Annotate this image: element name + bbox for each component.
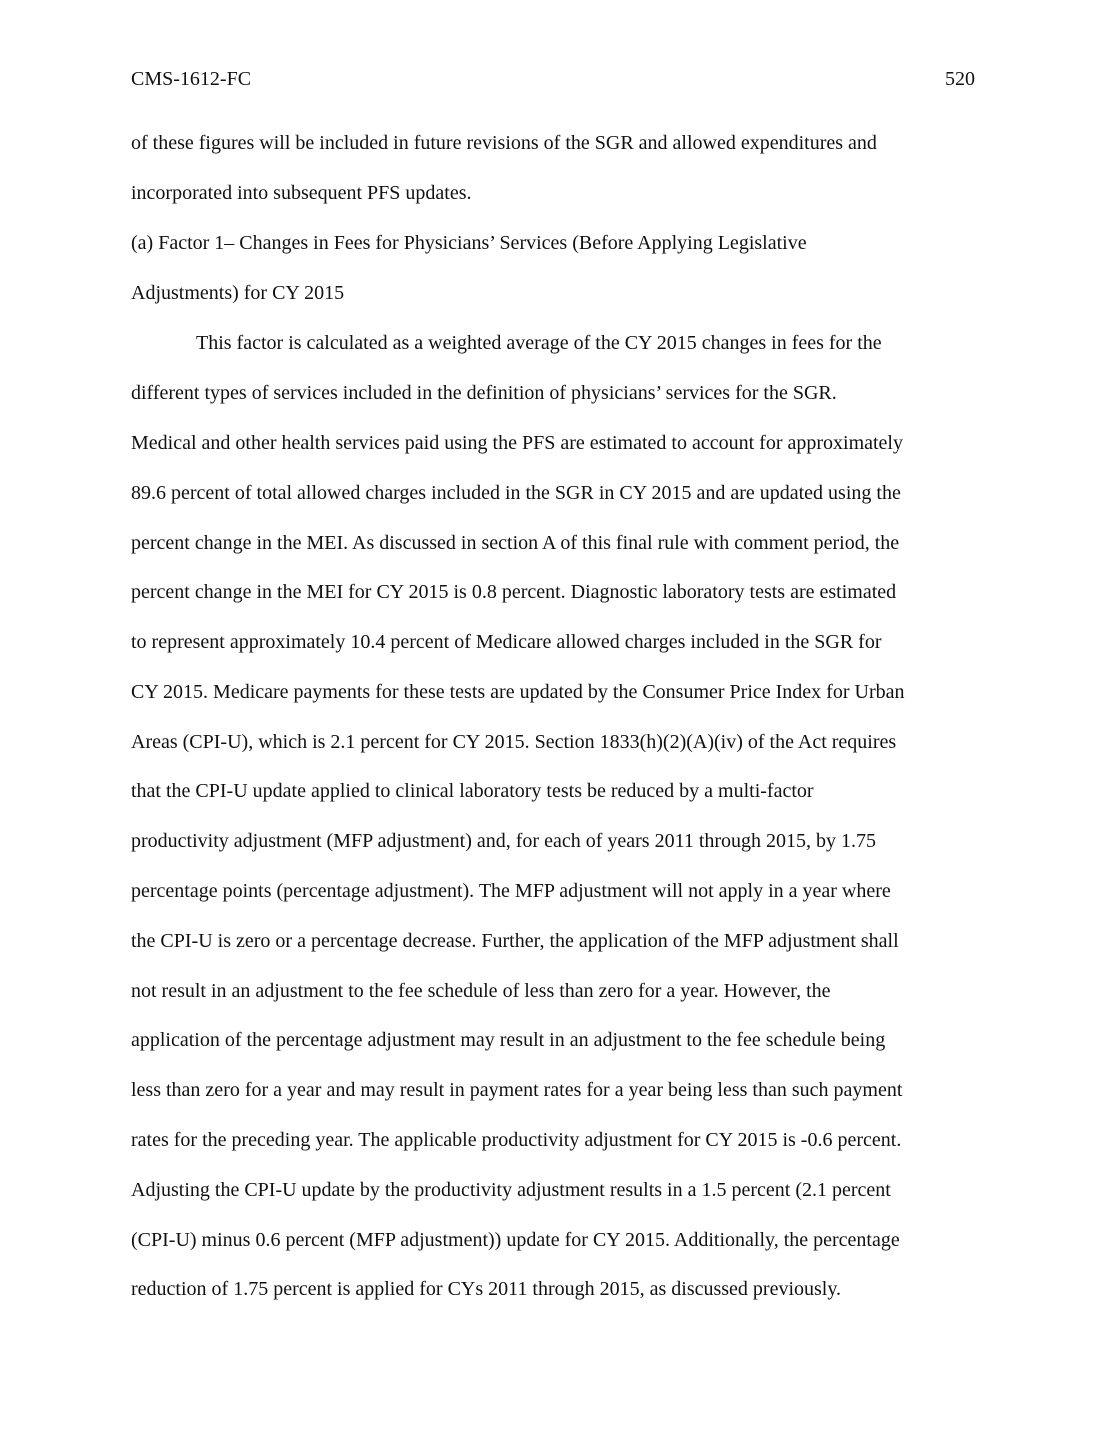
body-line: the CPI-U is zero or a percentage decrease. Further, the application of the MFP adjustment shall: [131, 930, 899, 952]
section-heading: (a) Factor 1– Changes in Fees for Physicians’ Services (Before Applying Legislative: [131, 232, 807, 254]
page-number: 520: [945, 68, 975, 90]
document-id: CMS-1612-FC: [131, 68, 252, 90]
body-line: CY 2015. Medicare payments for these tests are updated by the Consumer Price Index for Urban: [131, 681, 905, 703]
body-line: percent change in the MEI. As discussed in section A of this final rule with comment period, the: [131, 532, 900, 554]
body-line: incorporated into subsequent PFS updates.: [131, 182, 472, 204]
body-line: percent change in the MEI for CY 2015 is 0.8 percent. Diagnostic laboratory tests are estimated: [131, 581, 897, 603]
body-line: (CPI-U) minus 0.6 percent (MFP adjustment)) update for CY 2015. Additionally, the percentage: [131, 1229, 900, 1251]
section-heading: Adjustments) for CY 2015: [131, 282, 345, 304]
body-line: Medical and other health services paid using the PFS are estimated to account for approximately: [131, 432, 903, 454]
body-line: different types of services included in the definition of physicians’ services for the SGR.: [131, 382, 837, 404]
body-line: to represent approximately 10.4 percent of Medicare allowed charges included in the SGR for: [131, 631, 882, 653]
body-line: productivity adjustment (MFP adjustment) and, for each of years 2011 through 2015, by 1.75: [131, 830, 877, 852]
body-line: that the CPI-U update applied to clinical laboratory tests be reduced by a multi-factor: [131, 780, 814, 802]
body-line: 89.6 percent of total allowed charges included in the SGR in CY 2015 and are updated using the: [131, 482, 901, 504]
body-line: not result in an adjustment to the fee schedule of less than zero for a year. However, the: [131, 980, 831, 1002]
body-line: rates for the preceding year. The applicable productivity adjustment for CY 2015 is -0.6 percent.: [131, 1129, 902, 1151]
body-line: percentage points (percentage adjustment). The MFP adjustment will not apply in a year where: [131, 880, 891, 902]
body-line: less than zero for a year and may result in payment rates for a year being less than such payment: [131, 1079, 903, 1101]
body-line: Adjusting the CPI-U update by the productivity adjustment results in a 1.5 percent (2.1 percent: [131, 1179, 891, 1201]
paragraph-first-line: This factor is calculated as a weighted average of the CY 2015 changes in fees for the: [196, 332, 882, 354]
body-line: Areas (CPI-U), which is 2.1 percent for CY 2015. Section 1833(h)(2)(A)(iv) of the Act requires: [131, 731, 897, 753]
body-line: of these figures will be included in future revisions of the SGR and allowed expenditures and: [131, 132, 877, 154]
body-line: reduction of 1.75 percent is applied for CYs 2011 through 2015, as discussed previously.: [131, 1278, 842, 1300]
body-line: application of the percentage adjustment may result in an adjustment to the fee schedule being: [131, 1029, 886, 1051]
